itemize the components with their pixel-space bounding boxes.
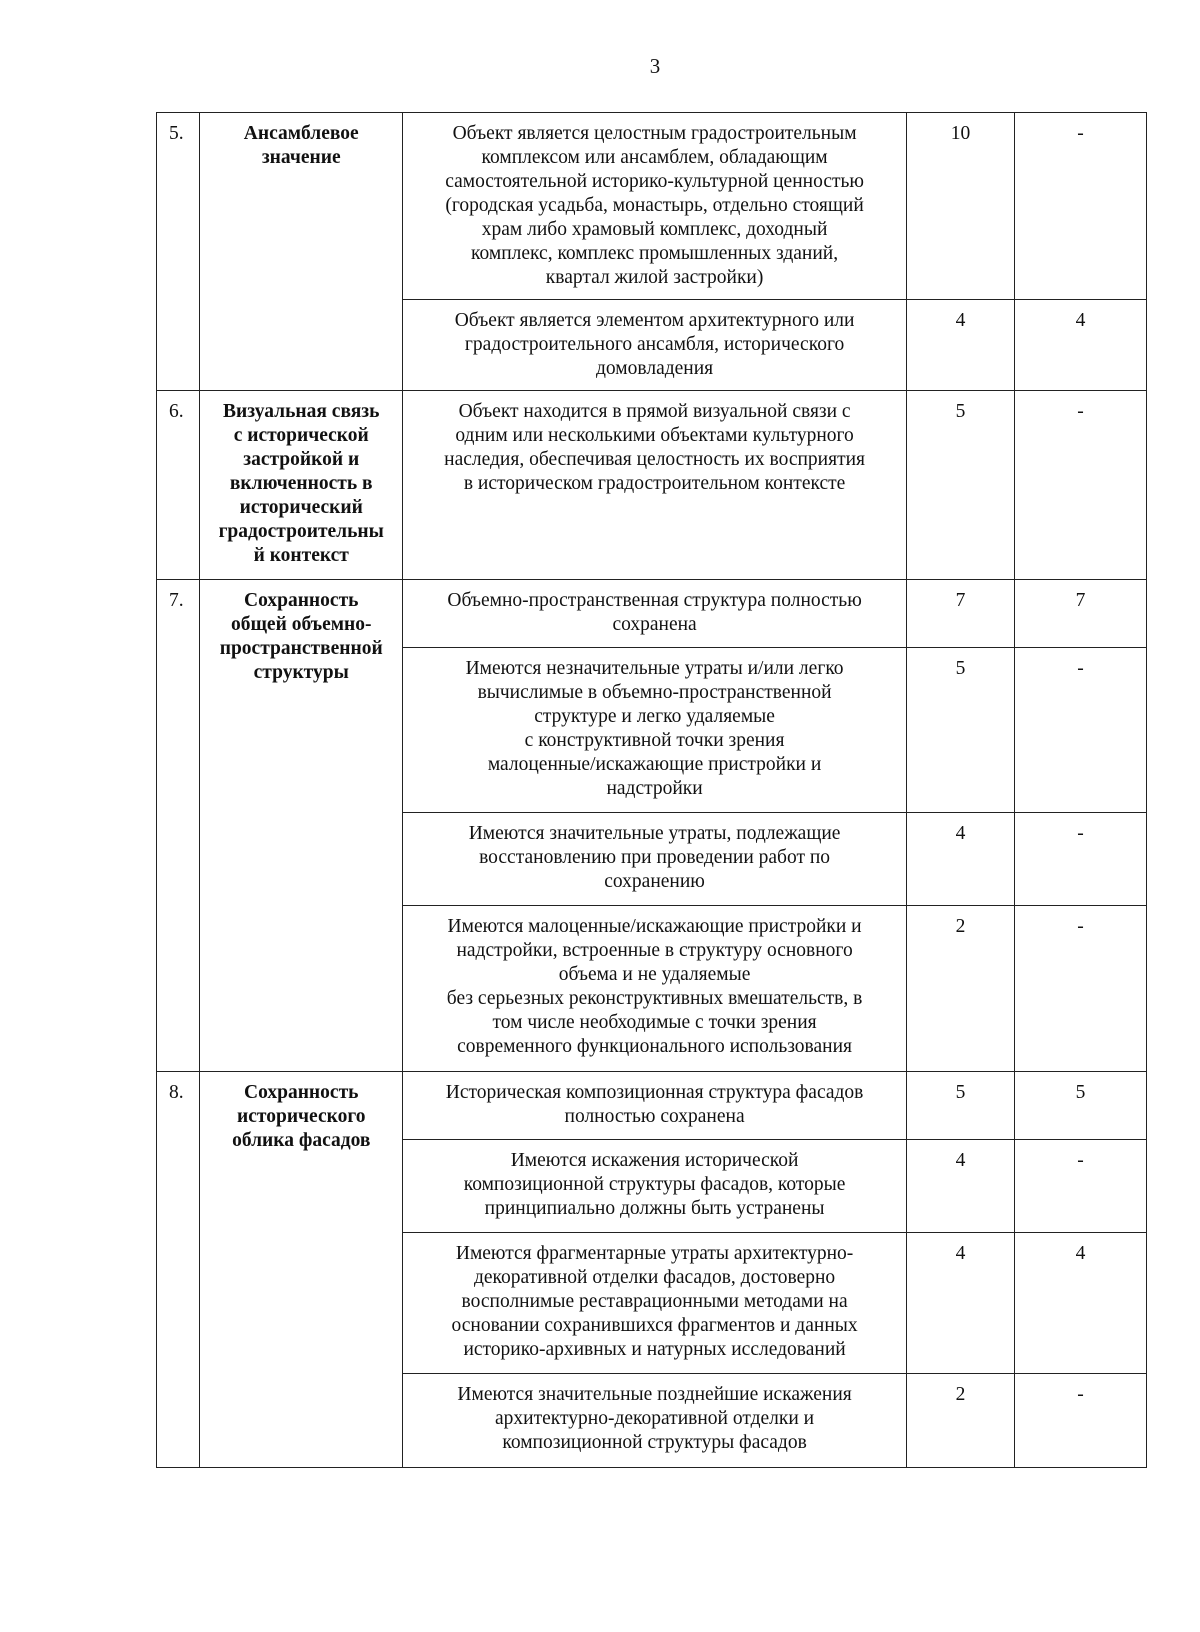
max-score-cell: 5 [906, 391, 1014, 580]
score-cell: - [1015, 113, 1147, 300]
table-row [157, 391, 1147, 580]
max-score-cell: 4 [906, 300, 1014, 391]
criterion-description: Имеются фрагментарные утраты архитектурно- декоративной отделки фасадов, достоверно восполнимые реставрационными методами на основании сохранившихся фрагментов и данных историко-архивных и натурных исследований [403, 1233, 907, 1374]
page-number: 3 [649, 54, 661, 78]
criterion-description: Объект находится в прямой визуальной связи с одним или несколькими объектами культурного наследия, обеспечивая целостность их восприятия в историческом градостроительном контексте [403, 391, 907, 580]
score-cell: 4 [1015, 300, 1147, 391]
criterion-name: Сохранность общей объемно- пространственной структуры [200, 580, 403, 1072]
table-row [157, 1072, 1147, 1140]
criteria-table [156, 112, 1147, 1468]
max-score-cell: 2 [906, 1374, 1014, 1468]
criterion-name: Сохранность исторического облика фасадов [200, 1072, 403, 1468]
score-cell: - [1015, 1374, 1147, 1468]
table-row [157, 113, 1147, 300]
score-cell: - [1015, 391, 1147, 580]
criterion-number: 5. [157, 113, 200, 391]
criterion-description: Объемно-пространственная структура полностью сохранена [403, 580, 907, 648]
max-score-cell: 10 [906, 113, 1014, 300]
criterion-name: Ансамблевое значение [200, 113, 403, 391]
criterion-number: 6. [157, 391, 200, 580]
score-cell: - [1015, 813, 1147, 906]
criterion-number: 7. [157, 580, 200, 1072]
criterion-description: Имеются незначительные утраты и/или легко вычислимые в объемно-пространственной структуре и легко удаляемые с конструктивной точки зрения малоценные/искажающие пристройки и надстройки [403, 648, 907, 813]
table-row [157, 580, 1147, 648]
criterion-description: Имеются искажения исторической композиционной структуры фасадов, которые принципиально должны быть устранены [403, 1140, 907, 1233]
criterion-number: 8. [157, 1072, 200, 1468]
score-cell: - [1015, 648, 1147, 813]
max-score-cell: 2 [906, 906, 1014, 1072]
max-score-cell: 4 [906, 1140, 1014, 1233]
score-cell: 7 [1015, 580, 1147, 648]
score-cell: - [1015, 1140, 1147, 1233]
max-score-cell: 5 [906, 1072, 1014, 1140]
max-score-cell: 7 [906, 580, 1014, 648]
criterion-description: Имеются малоценные/искажающие пристройки и надстройки, встроенные в структуру основного объема и не удаляемые без серьезных реконструктивных вмешательств, в том числе необходимые с точки зрения современного функционального использования [403, 906, 907, 1072]
max-score-cell: 4 [906, 813, 1014, 906]
score-cell: 4 [1015, 1233, 1147, 1374]
criterion-description: Объект является элементом архитектурного или градостроительного ансамбля, исторического домовладения [403, 300, 907, 391]
criterion-name: Визуальная связь с исторической застройкой и включенность в исторический градостроительны й контекст [200, 391, 403, 580]
criterion-description: Имеются значительные позднейшие искажения архитектурно-декоративной отделки и композиционной структуры фасадов [403, 1374, 907, 1468]
criterion-description: Историческая композиционная структура фасадов полностью сохранена [403, 1072, 907, 1140]
score-cell: 5 [1015, 1072, 1147, 1140]
criterion-description: Имеются значительные утраты, подлежащие восстановлению при проведении работ по сохранению [403, 813, 907, 906]
max-score-cell: 5 [906, 648, 1014, 813]
score-cell: - [1015, 906, 1147, 1072]
max-score-cell: 4 [906, 1233, 1014, 1374]
criterion-description: Объект является целостным градостроительным комплексом или ансамблем, обладающим самостоятельной историко-культурной ценностью (городская усадьба, монастырь, отдельно стоящий храм либо храмовый комплекс, доходный комплекс, комплекс промышленных зданий, квартал жилой застройки) [403, 113, 907, 300]
